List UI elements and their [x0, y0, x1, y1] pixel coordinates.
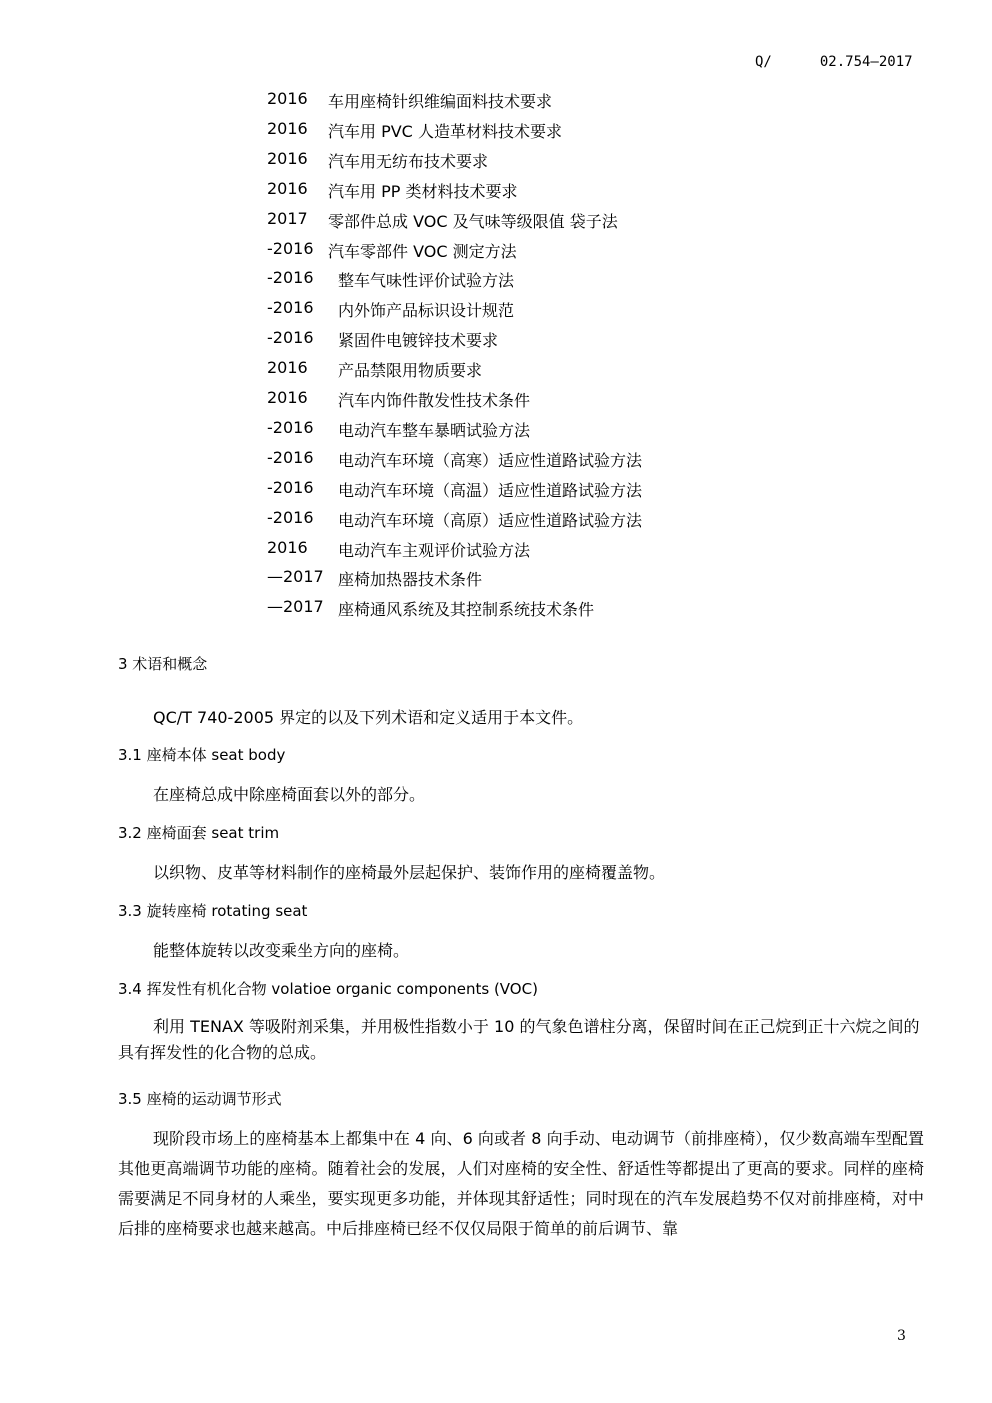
section-3-3-text: 能整体旋转以改变乘坐方向的座椅。 — [153, 941, 410, 960]
reference-number: -2016 — [267, 477, 314, 497]
reference-number: -2016 — [267, 507, 314, 527]
reference-item — [267, 597, 595, 620]
reference-item — [267, 447, 643, 470]
reference-item — [267, 208, 618, 231]
reference-title: 产品禁限用物质要求 — [338, 361, 483, 381]
reference-title: 汽车用无纺布技术要求 — [328, 151, 489, 171]
reference-item — [267, 537, 531, 560]
reference-number: -2016 — [267, 298, 314, 318]
reference-number: 2016 — [267, 358, 308, 378]
reference-item — [267, 118, 562, 141]
reference-number: 2016 — [267, 178, 308, 198]
reference-item — [267, 358, 483, 381]
reference-number: 2016 — [267, 118, 308, 138]
reference-item — [267, 148, 489, 171]
reference-title: 座椅通风系统及其控制系统技术条件 — [338, 600, 595, 620]
reference-number: 2016 — [267, 388, 308, 407]
reference-title: 电动汽车主观评价试验方法 — [338, 540, 531, 560]
section-3-1-text: 在座椅总成中除座椅面套以外的部分。 — [153, 785, 426, 804]
reference-item — [267, 567, 483, 590]
reference-item — [267, 388, 531, 410]
reference-title: 车用座椅针织维编面料技术要求 — [328, 92, 553, 111]
page-number: 3 — [897, 1328, 906, 1344]
section-3-heading: 3 术语和概念 — [118, 655, 208, 673]
reference-title: 电动汽车环境（高原）适应性道路试验方法 — [338, 510, 643, 530]
reference-title: 电动汽车环境（高温）适应性道路试验方法 — [338, 480, 643, 500]
reference-item — [267, 298, 515, 321]
reference-title: 电动汽车整车暴晒试验方法 — [338, 420, 531, 440]
reference-number: —2017 — [267, 597, 324, 617]
reference-title: 电动汽车环境（高寒）适应性道路试验方法 — [338, 450, 643, 470]
reference-title: 紧固件电镀锌技术要求 — [338, 331, 499, 351]
reference-title: 整车气味性评价试验方法 — [338, 271, 515, 291]
page-header — [755, 54, 913, 70]
section-3-1-heading: 3.1 座椅本体 seat body — [118, 746, 286, 764]
reference-item — [267, 477, 643, 500]
reference-item — [267, 268, 515, 291]
header-code: 02.754—2017 — [819, 54, 913, 70]
reference-title: 汽车用 PP 类材料技术要求 — [328, 181, 518, 201]
reference-title: 零部件总成 VOC 及气味等级限值 袋子法 — [328, 211, 618, 231]
section-3-5-heading: 3.5 座椅的运动调节形式 — [118, 1090, 282, 1108]
reference-title: 汽车零部件 VOC 测定方法 — [328, 241, 517, 261]
section-3-intro: QC/T 740-2005 界定的以及下列术语和定义适用于本文件。 — [153, 708, 584, 727]
section-3-2-text: 以织物、皮革等材料制作的座椅最外层起保护、装饰作用的座椅覆盖物。 — [153, 863, 666, 882]
reference-number: 2016 — [267, 148, 308, 168]
reference-title: 汽车用 PVC 人造革材料技术要求 — [328, 121, 562, 141]
reference-number: -2016 — [267, 447, 314, 467]
reference-item — [267, 89, 553, 111]
reference-number: 2016 — [267, 89, 308, 108]
reference-title: 内外饰产品标识设计规范 — [338, 301, 515, 321]
reference-number: -2016 — [267, 238, 314, 258]
reference-item — [267, 417, 531, 440]
section-3-5-text: 现阶段市场上的座椅基本上都集中在 4 向、6 向或者 8 向手动、电动调节（前排座椅），仅少数高端车型配置其他更高端调节功能的座椅。随着社会的发展，人们对座椅的安全性、舒适性等都提出了更高的要求。同样的座椅需要满足不同身材的人乘坐，要实现更多功能，并体现其舒适性；同时现在的汽车发展趋势不仅对前排座椅，对中后排的座椅要求也越来越高。中后排座椅已经不仅仅局限于简单的前后调节、靠 — [118, 1129, 924, 1238]
reference-title: 汽车内饰件散发性技术条件 — [338, 391, 531, 410]
reference-number: -2016 — [267, 417, 314, 437]
reference-item — [267, 328, 499, 351]
header-prefix: Q/ — [755, 54, 772, 70]
reference-number: -2016 — [267, 268, 314, 288]
section-3-2-heading: 3.2 座椅面套 seat trim — [118, 824, 280, 842]
reference-item — [267, 238, 517, 261]
section-3-3-heading: 3.3 旋转座椅 rotating seat — [118, 902, 308, 920]
reference-number: -2016 — [267, 328, 314, 348]
section-3-4-heading: 3.4 挥发性有机化合物 volatioe organic components (VOC) — [118, 980, 538, 998]
reference-number: 2016 — [267, 537, 308, 557]
reference-title: 座椅加热器技术条件 — [338, 570, 483, 590]
reference-item — [267, 507, 643, 530]
reference-number: 2017 — [267, 208, 308, 228]
section-3-4-text: 利用 TENAX 等吸附剂采集，并用极性指数小于 10 的气象色谱柱分离，保留时间在正己烷到正十六烷之间的具有挥发性的化合物的总成。 — [118, 1017, 920, 1062]
reference-item — [267, 178, 518, 201]
reference-number: —2017 — [267, 567, 324, 587]
